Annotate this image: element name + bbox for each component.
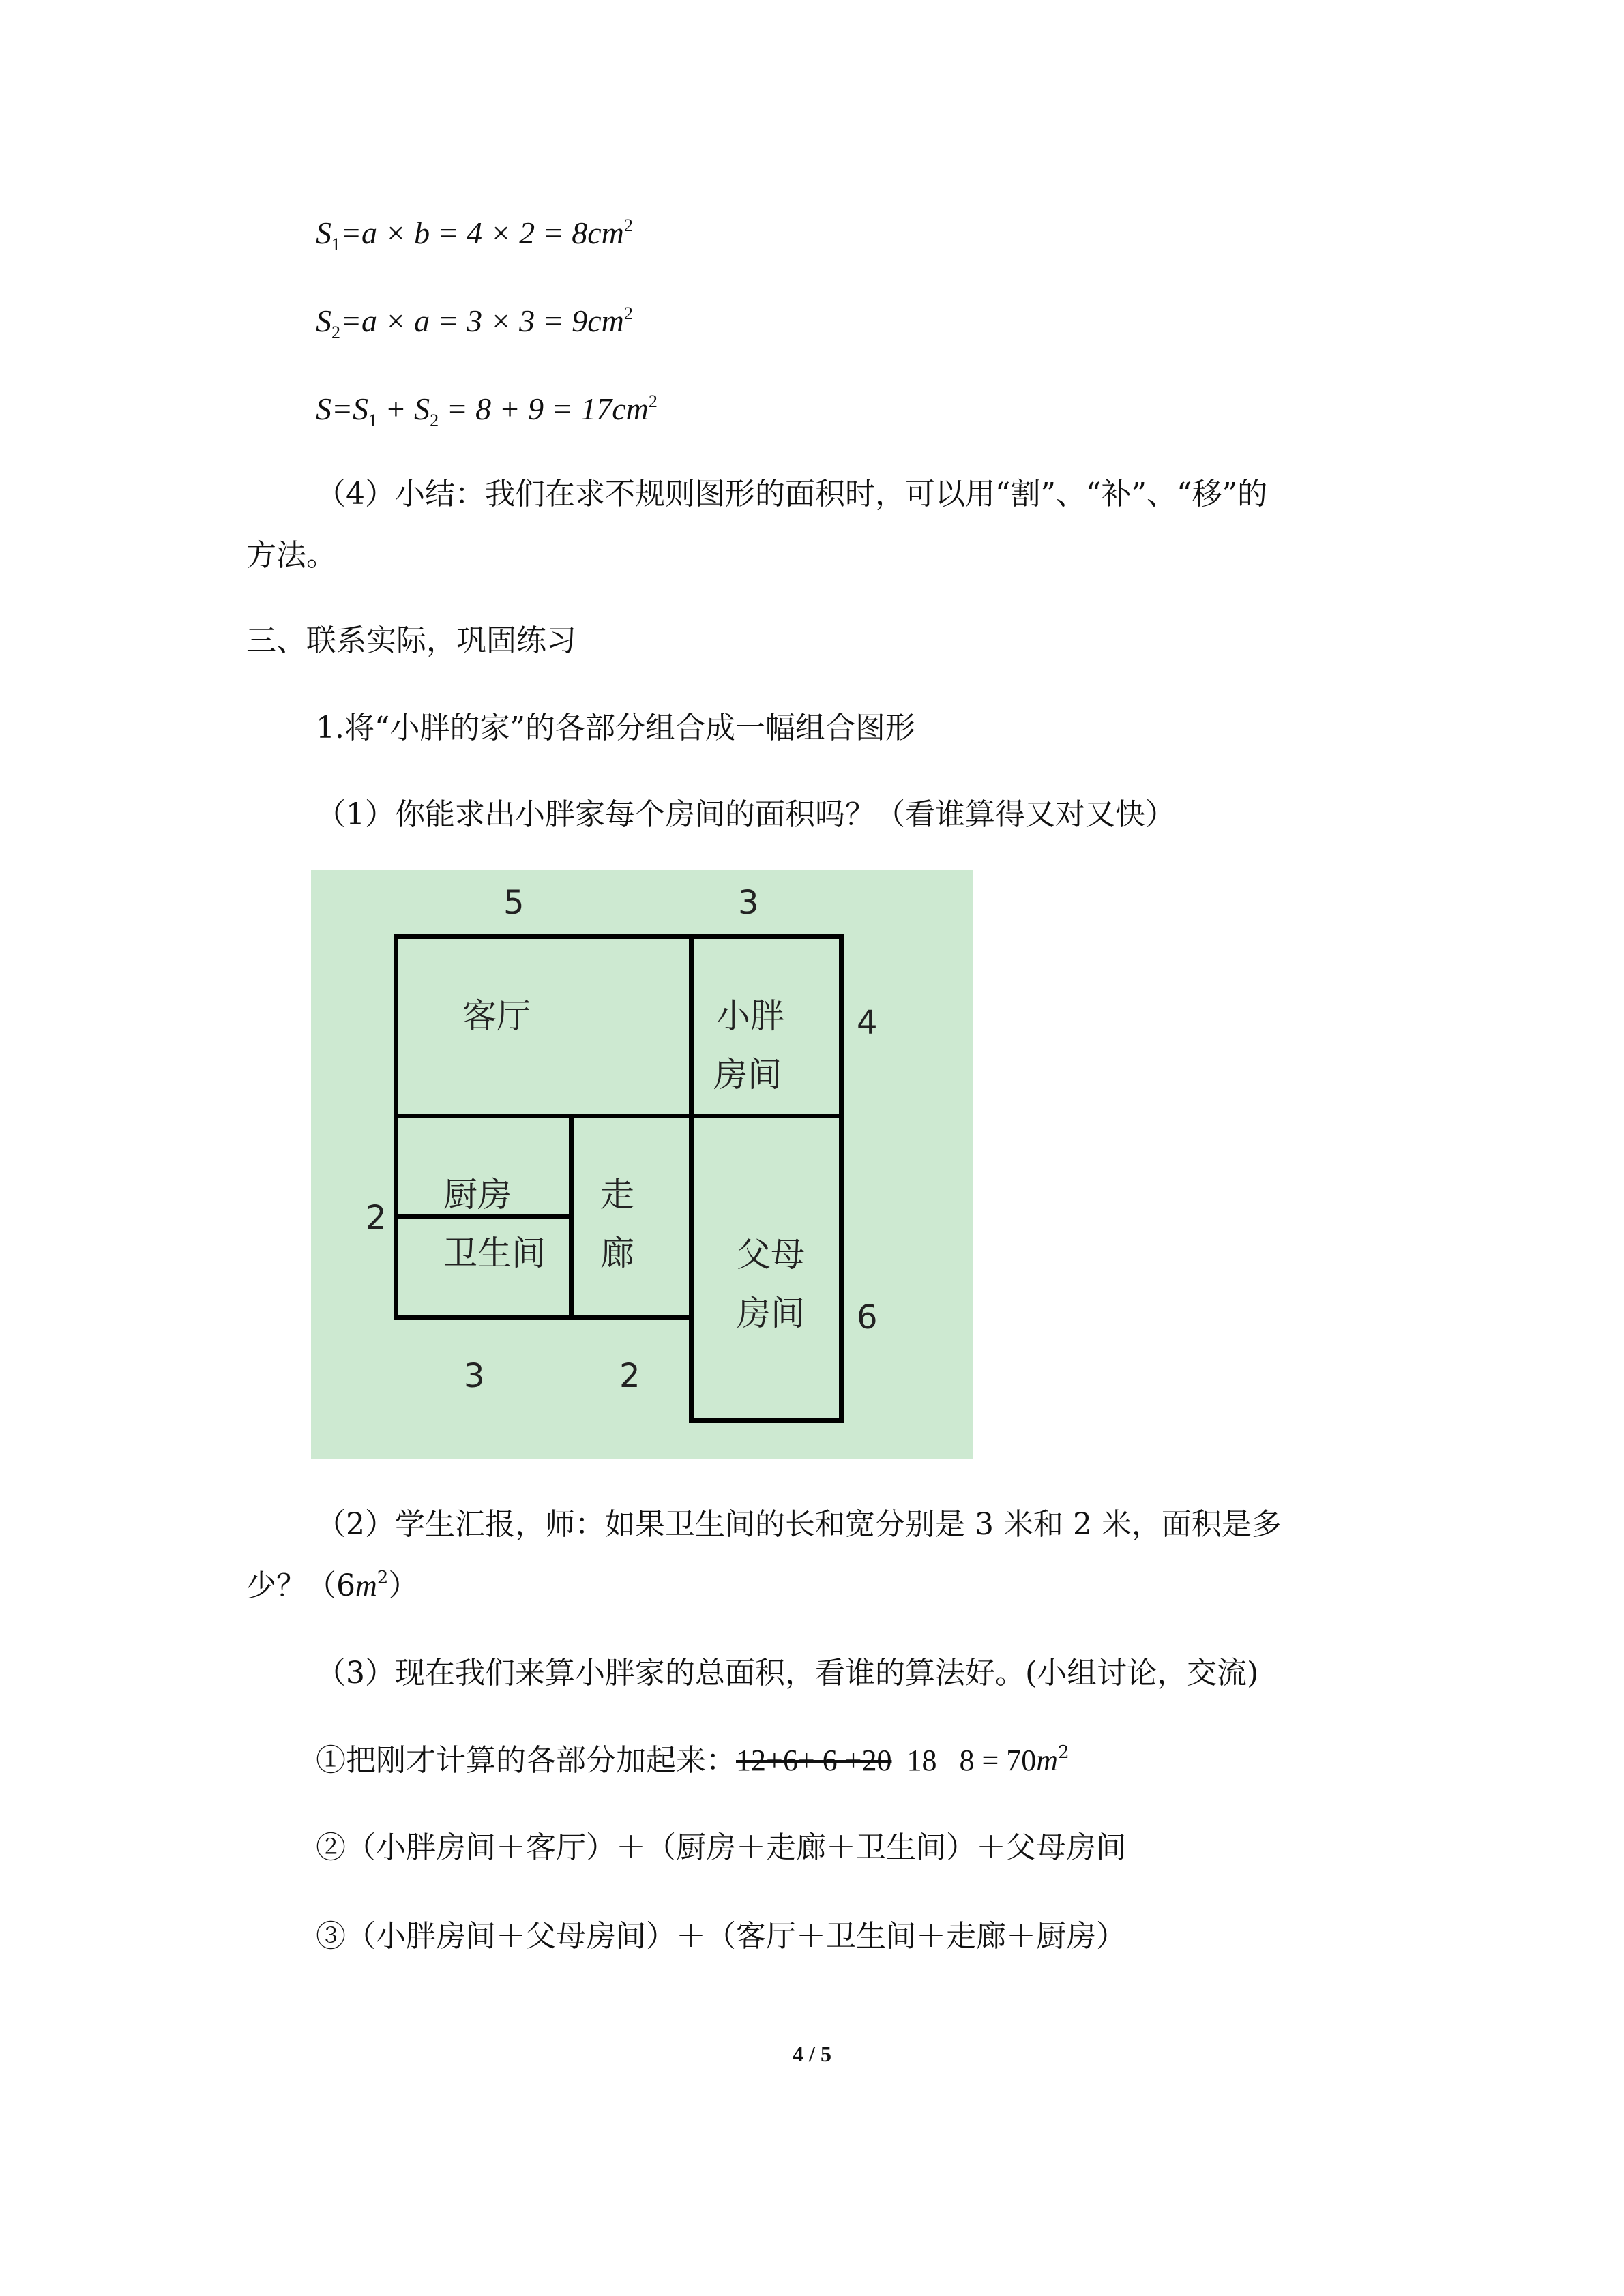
label-corridor-1: 走	[600, 1175, 634, 1214]
exercise-1: 1.将“小胖的家”的各部分组合成一幅组合图形	[316, 711, 915, 745]
label-xiaopang-2: 房间	[713, 1055, 782, 1094]
dim-right-parents: 6	[857, 1298, 878, 1337]
summary-line-1: （4）小结：我们在求不规则图形的面积时，可以用“割”、“补”、“移”的	[316, 477, 1267, 511]
question-2-line-1: （2）学生汇报，师：如果卫生间的长和宽分别是 3 米和 2 米，面积是多	[316, 1507, 1282, 1542]
dim-right-xiaopang: 4	[857, 1004, 878, 1042]
method-1: ①把刚才计算的各部分加起来：12+6+ 6 +20 18 $8 = 70m^2$	[316, 1742, 1069, 1778]
label-xiaopang-1: 小胖	[716, 996, 784, 1036]
dim-top-living: 5	[503, 884, 525, 922]
formula-s-total: $S=S_1 + S_2 = 8 + 9 = 17cm^2$	[316, 391, 658, 431]
label-living-room: 客厅	[462, 996, 531, 1036]
method-2: ②（小胖房间＋客厅）＋（厨房＋走廊＋卫生间）＋父母房间	[316, 1830, 1126, 1865]
question-2-line-2: 少？$(6m^2)$	[246, 1568, 419, 1603]
question-3: （3）现在我们来算小胖家的总面积，看谁的算法好。(小组讨论，交流)	[316, 1656, 1259, 1690]
method-3: ③（小胖房间＋父母房间）＋（客厅＋卫生间＋走廊＋厨房）	[316, 1919, 1126, 1954]
label-kitchen: 厨房	[443, 1175, 512, 1214]
label-bathroom: 卫生间	[443, 1234, 546, 1273]
room-corridor	[569, 1114, 694, 1320]
label-parents-1: 父母	[737, 1235, 805, 1274]
dim-bottom-corridor: 2	[619, 1357, 640, 1395]
formula-s2: $S_2=a \times a = 3 \times 3 = 9cm^2$	[316, 303, 633, 343]
question-1: （1）你能求出小胖家每个房间的面积吗？（看谁算得又对又快）	[316, 797, 1175, 832]
house-floor-plan	[311, 870, 973, 1459]
formula-s1: $S_1=a \times b = 4 \times 2 = 8cm^2$	[316, 215, 633, 255]
dim-bottom-bathroom: 3	[464, 1357, 485, 1395]
dim-left-kitchen: 2	[366, 1199, 387, 1237]
label-corridor-2: 廊	[600, 1234, 634, 1273]
room-living	[394, 934, 694, 1118]
label-parents-2: 房间	[737, 1294, 805, 1333]
section-3-heading: 三、联系实际，巩固练习	[246, 623, 576, 658]
page-number: 4 / 5	[793, 2042, 831, 2066]
dim-top-xiaopang: 3	[738, 884, 759, 922]
summary-line-2: 方法。	[246, 538, 336, 573]
